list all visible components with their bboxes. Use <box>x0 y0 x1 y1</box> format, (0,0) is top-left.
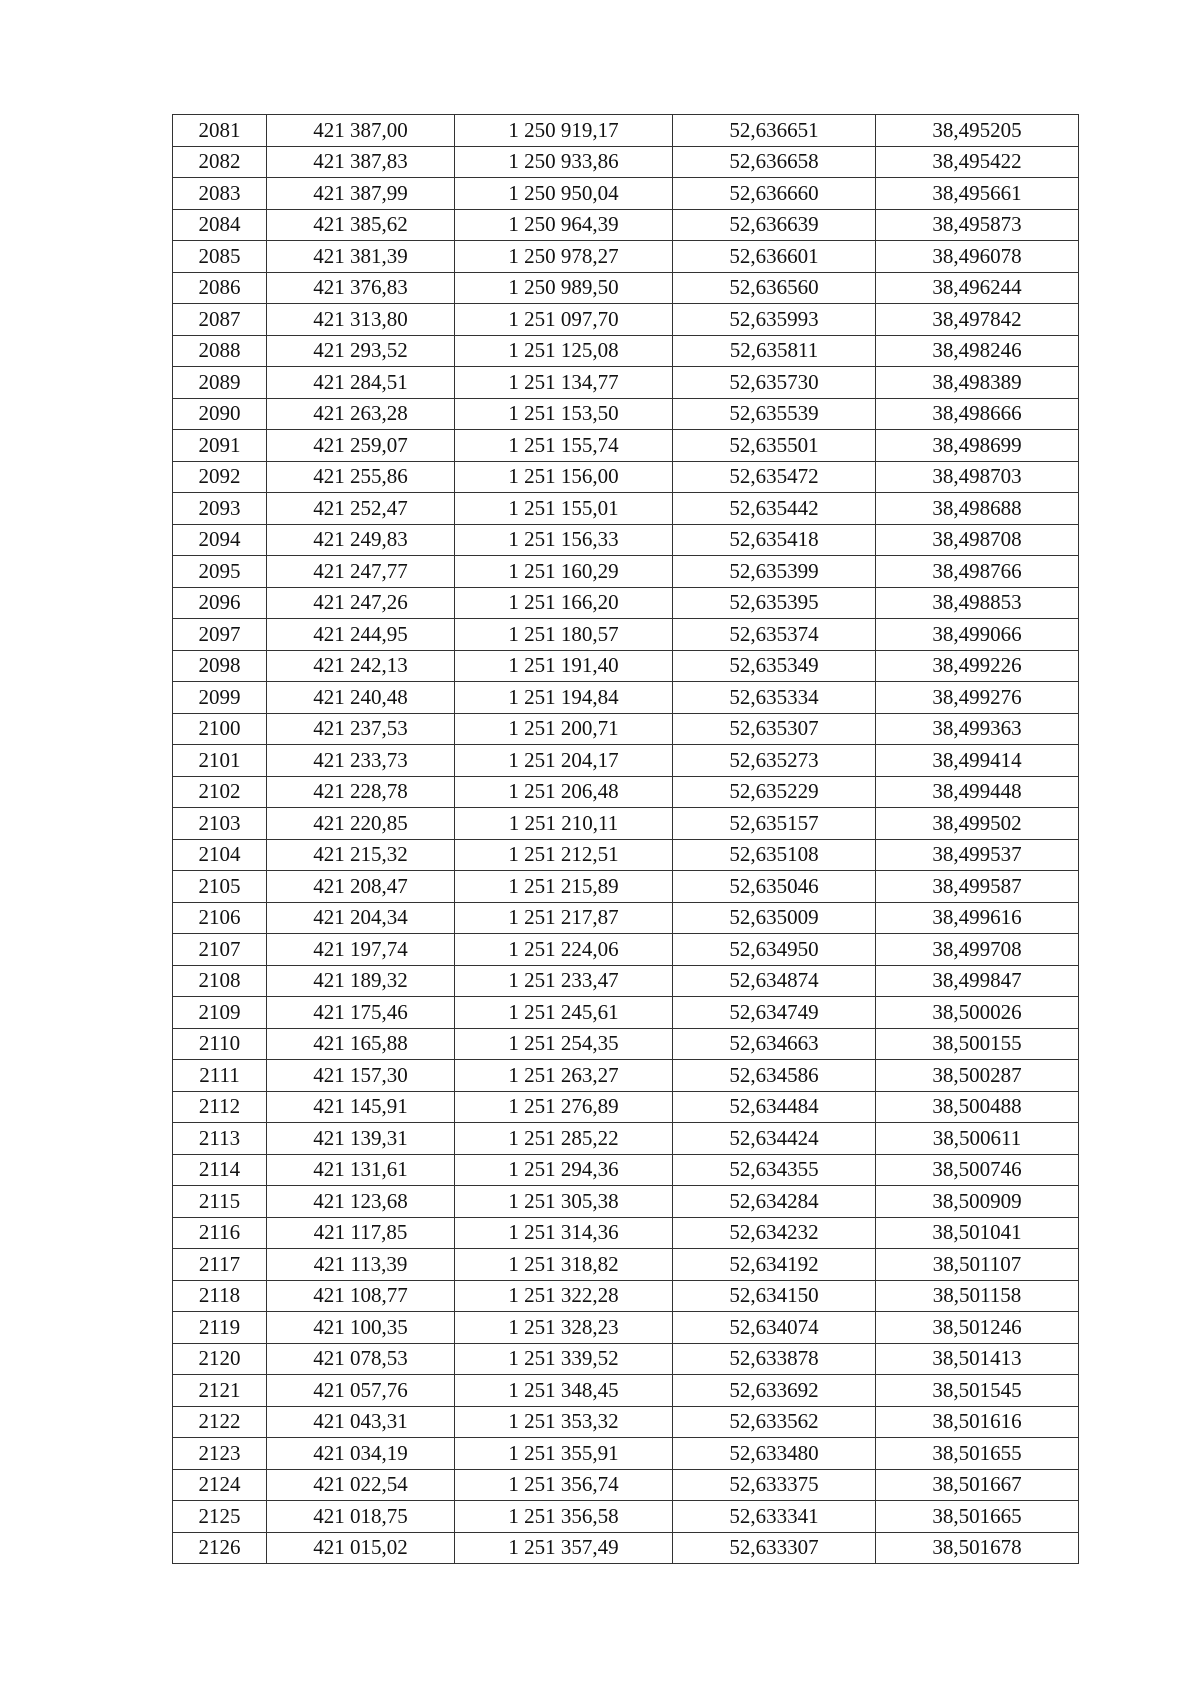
latitude-cell: 52,634284 <box>673 1186 876 1218</box>
longitude-cell: 38,498699 <box>876 430 1079 462</box>
y-coordinate-cell: 1 251 217,87 <box>455 902 673 934</box>
table-row <box>173 367 1079 399</box>
table-row <box>173 808 1079 840</box>
point-number-cell: 2115 <box>173 1186 267 1218</box>
table-row <box>173 209 1079 241</box>
longitude-cell: 38,501107 <box>876 1249 1079 1281</box>
x-coordinate-cell: 421 165,88 <box>267 1028 455 1060</box>
longitude-cell: 38,498389 <box>876 367 1079 399</box>
y-coordinate-cell: 1 251 357,49 <box>455 1532 673 1564</box>
table-row <box>173 241 1079 273</box>
y-coordinate-cell: 1 251 356,58 <box>455 1501 673 1533</box>
y-coordinate-cell: 1 251 294,36 <box>455 1154 673 1186</box>
table-row <box>173 1060 1079 1092</box>
table-row <box>173 1406 1079 1438</box>
table-row <box>173 461 1079 493</box>
latitude-cell: 52,635811 <box>673 335 876 367</box>
table-row <box>173 1186 1079 1218</box>
point-number-cell: 2098 <box>173 650 267 682</box>
point-number-cell: 2085 <box>173 241 267 273</box>
longitude-cell: 38,499363 <box>876 713 1079 745</box>
point-number-cell: 2094 <box>173 524 267 556</box>
table-row <box>173 776 1079 808</box>
table-row <box>173 524 1079 556</box>
latitude-cell: 52,635273 <box>673 745 876 777</box>
point-number-cell: 2081 <box>173 115 267 147</box>
y-coordinate-cell: 1 251 314,36 <box>455 1217 673 1249</box>
x-coordinate-cell: 421 175,46 <box>267 997 455 1029</box>
longitude-cell: 38,499616 <box>876 902 1079 934</box>
y-coordinate-cell: 1 251 155,74 <box>455 430 673 462</box>
latitude-cell: 52,635399 <box>673 556 876 588</box>
y-coordinate-cell: 1 251 160,29 <box>455 556 673 588</box>
x-coordinate-cell: 421 189,32 <box>267 965 455 997</box>
y-coordinate-cell: 1 251 155,01 <box>455 493 673 525</box>
x-coordinate-cell: 421 139,31 <box>267 1123 455 1155</box>
y-coordinate-cell: 1 251 224,06 <box>455 934 673 966</box>
latitude-cell: 52,634950 <box>673 934 876 966</box>
longitude-cell: 38,498708 <box>876 524 1079 556</box>
y-coordinate-cell: 1 251 339,52 <box>455 1343 673 1375</box>
longitude-cell: 38,501246 <box>876 1312 1079 1344</box>
point-number-cell: 2123 <box>173 1438 267 1470</box>
longitude-cell: 38,495422 <box>876 146 1079 178</box>
point-number-cell: 2091 <box>173 430 267 462</box>
y-coordinate-cell: 1 251 245,61 <box>455 997 673 1029</box>
y-coordinate-cell: 1 251 204,17 <box>455 745 673 777</box>
point-number-cell: 2126 <box>173 1532 267 1564</box>
longitude-cell: 38,497842 <box>876 304 1079 336</box>
latitude-cell: 52,634874 <box>673 965 876 997</box>
latitude-cell: 52,636601 <box>673 241 876 273</box>
latitude-cell: 52,634150 <box>673 1280 876 1312</box>
x-coordinate-cell: 421 313,80 <box>267 304 455 336</box>
y-coordinate-cell: 1 250 978,27 <box>455 241 673 273</box>
latitude-cell: 52,635046 <box>673 871 876 903</box>
x-coordinate-cell: 421 385,62 <box>267 209 455 241</box>
x-coordinate-cell: 421 078,53 <box>267 1343 455 1375</box>
y-coordinate-cell: 1 251 305,38 <box>455 1186 673 1218</box>
longitude-cell: 38,500155 <box>876 1028 1079 1060</box>
longitude-cell: 38,501655 <box>876 1438 1079 1470</box>
longitude-cell: 38,499708 <box>876 934 1079 966</box>
point-number-cell: 2109 <box>173 997 267 1029</box>
latitude-cell: 52,636639 <box>673 209 876 241</box>
table-row <box>173 272 1079 304</box>
point-number-cell: 2111 <box>173 1060 267 1092</box>
point-number-cell: 2121 <box>173 1375 267 1407</box>
table-row <box>173 1501 1079 1533</box>
point-number-cell: 2117 <box>173 1249 267 1281</box>
longitude-cell: 38,499276 <box>876 682 1079 714</box>
latitude-cell: 52,633375 <box>673 1469 876 1501</box>
latitude-cell: 52,635730 <box>673 367 876 399</box>
longitude-cell: 38,500488 <box>876 1091 1079 1123</box>
point-number-cell: 2108 <box>173 965 267 997</box>
longitude-cell: 38,501616 <box>876 1406 1079 1438</box>
x-coordinate-cell: 421 018,75 <box>267 1501 455 1533</box>
x-coordinate-cell: 421 387,00 <box>267 115 455 147</box>
x-coordinate-cell: 421 015,02 <box>267 1532 455 1564</box>
latitude-cell: 52,634663 <box>673 1028 876 1060</box>
latitude-cell: 52,635108 <box>673 839 876 871</box>
y-coordinate-cell: 1 251 348,45 <box>455 1375 673 1407</box>
latitude-cell: 52,634424 <box>673 1123 876 1155</box>
x-coordinate-cell: 421 123,68 <box>267 1186 455 1218</box>
latitude-cell: 52,635472 <box>673 461 876 493</box>
longitude-cell: 38,495661 <box>876 178 1079 210</box>
y-coordinate-cell: 1 251 206,48 <box>455 776 673 808</box>
y-coordinate-cell: 1 251 180,57 <box>455 619 673 651</box>
y-coordinate-cell: 1 251 276,89 <box>455 1091 673 1123</box>
x-coordinate-cell: 421 204,34 <box>267 902 455 934</box>
y-coordinate-cell: 1 251 318,82 <box>455 1249 673 1281</box>
latitude-cell: 52,635539 <box>673 398 876 430</box>
latitude-cell: 52,633562 <box>673 1406 876 1438</box>
longitude-cell: 38,496244 <box>876 272 1079 304</box>
latitude-cell: 52,633692 <box>673 1375 876 1407</box>
latitude-cell: 52,634749 <box>673 997 876 1029</box>
y-coordinate-cell: 1 250 989,50 <box>455 272 673 304</box>
x-coordinate-cell: 421 022,54 <box>267 1469 455 1501</box>
longitude-cell: 38,501158 <box>876 1280 1079 1312</box>
x-coordinate-cell: 421 157,30 <box>267 1060 455 1092</box>
y-coordinate-cell: 1 251 355,91 <box>455 1438 673 1470</box>
coordinates-table <box>172 114 1079 1564</box>
point-number-cell: 2102 <box>173 776 267 808</box>
table-row <box>173 1438 1079 1470</box>
latitude-cell: 52,635418 <box>673 524 876 556</box>
latitude-cell: 52,635009 <box>673 902 876 934</box>
longitude-cell: 38,499448 <box>876 776 1079 808</box>
longitude-cell: 38,498853 <box>876 587 1079 619</box>
table-row <box>173 178 1079 210</box>
point-number-cell: 2125 <box>173 1501 267 1533</box>
x-coordinate-cell: 421 255,86 <box>267 461 455 493</box>
point-number-cell: 2118 <box>173 1280 267 1312</box>
point-number-cell: 2093 <box>173 493 267 525</box>
longitude-cell: 38,495205 <box>876 115 1079 147</box>
x-coordinate-cell: 421 043,31 <box>267 1406 455 1438</box>
y-coordinate-cell: 1 251 233,47 <box>455 965 673 997</box>
x-coordinate-cell: 421 252,47 <box>267 493 455 525</box>
longitude-cell: 38,501665 <box>876 1501 1079 1533</box>
x-coordinate-cell: 421 387,83 <box>267 146 455 178</box>
latitude-cell: 52,635993 <box>673 304 876 336</box>
y-coordinate-cell: 1 251 210,11 <box>455 808 673 840</box>
latitude-cell: 52,633341 <box>673 1501 876 1533</box>
point-number-cell: 2114 <box>173 1154 267 1186</box>
point-number-cell: 2122 <box>173 1406 267 1438</box>
table-row <box>173 1028 1079 1060</box>
table-row <box>173 1375 1079 1407</box>
point-number-cell: 2088 <box>173 335 267 367</box>
table-row <box>173 745 1079 777</box>
table-row <box>173 1123 1079 1155</box>
table-row <box>173 1343 1079 1375</box>
longitude-cell: 38,496078 <box>876 241 1079 273</box>
point-number-cell: 2110 <box>173 1028 267 1060</box>
latitude-cell: 52,636651 <box>673 115 876 147</box>
table-row <box>173 997 1079 1029</box>
y-coordinate-cell: 1 251 125,08 <box>455 335 673 367</box>
longitude-cell: 38,501678 <box>876 1532 1079 1564</box>
y-coordinate-cell: 1 251 212,51 <box>455 839 673 871</box>
latitude-cell: 52,635442 <box>673 493 876 525</box>
x-coordinate-cell: 421 293,52 <box>267 335 455 367</box>
y-coordinate-cell: 1 251 353,32 <box>455 1406 673 1438</box>
y-coordinate-cell: 1 251 156,33 <box>455 524 673 556</box>
x-coordinate-cell: 421 242,13 <box>267 650 455 682</box>
x-coordinate-cell: 421 197,74 <box>267 934 455 966</box>
y-coordinate-cell: 1 251 356,74 <box>455 1469 673 1501</box>
point-number-cell: 2096 <box>173 587 267 619</box>
point-number-cell: 2120 <box>173 1343 267 1375</box>
point-number-cell: 2087 <box>173 304 267 336</box>
longitude-cell: 38,501545 <box>876 1375 1079 1407</box>
latitude-cell: 52,636560 <box>673 272 876 304</box>
latitude-cell: 52,634074 <box>673 1312 876 1344</box>
x-coordinate-cell: 421 228,78 <box>267 776 455 808</box>
y-coordinate-cell: 1 251 200,71 <box>455 713 673 745</box>
point-number-cell: 2086 <box>173 272 267 304</box>
latitude-cell: 52,634484 <box>673 1091 876 1123</box>
latitude-cell: 52,635229 <box>673 776 876 808</box>
longitude-cell: 38,499066 <box>876 619 1079 651</box>
table-row <box>173 115 1079 147</box>
latitude-cell: 52,635374 <box>673 619 876 651</box>
table-row <box>173 1091 1079 1123</box>
longitude-cell: 38,499226 <box>876 650 1079 682</box>
point-number-cell: 2112 <box>173 1091 267 1123</box>
longitude-cell: 38,498666 <box>876 398 1079 430</box>
table-row <box>173 556 1079 588</box>
latitude-cell: 52,636658 <box>673 146 876 178</box>
table-row <box>173 1469 1079 1501</box>
table-row <box>173 430 1079 462</box>
table-row <box>173 902 1079 934</box>
x-coordinate-cell: 421 057,76 <box>267 1375 455 1407</box>
x-coordinate-cell: 421 100,35 <box>267 1312 455 1344</box>
longitude-cell: 38,498246 <box>876 335 1079 367</box>
x-coordinate-cell: 421 117,85 <box>267 1217 455 1249</box>
latitude-cell: 52,633307 <box>673 1532 876 1564</box>
latitude-cell: 52,634586 <box>673 1060 876 1092</box>
y-coordinate-cell: 1 251 097,70 <box>455 304 673 336</box>
point-number-cell: 2103 <box>173 808 267 840</box>
longitude-cell: 38,498688 <box>876 493 1079 525</box>
x-coordinate-cell: 421 387,99 <box>267 178 455 210</box>
y-coordinate-cell: 1 250 933,86 <box>455 146 673 178</box>
table-row <box>173 493 1079 525</box>
longitude-cell: 38,498766 <box>876 556 1079 588</box>
x-coordinate-cell: 421 240,48 <box>267 682 455 714</box>
point-number-cell: 2089 <box>173 367 267 399</box>
longitude-cell: 38,501413 <box>876 1343 1079 1375</box>
point-number-cell: 2095 <box>173 556 267 588</box>
longitude-cell: 38,499587 <box>876 871 1079 903</box>
y-coordinate-cell: 1 251 263,27 <box>455 1060 673 1092</box>
x-coordinate-cell: 421 247,77 <box>267 556 455 588</box>
table-row <box>173 713 1079 745</box>
longitude-cell: 38,500611 <box>876 1123 1079 1155</box>
point-number-cell: 2101 <box>173 745 267 777</box>
x-coordinate-cell: 421 237,53 <box>267 713 455 745</box>
y-coordinate-cell: 1 251 285,22 <box>455 1123 673 1155</box>
latitude-cell: 52,633878 <box>673 1343 876 1375</box>
y-coordinate-cell: 1 250 950,04 <box>455 178 673 210</box>
table-row <box>173 871 1079 903</box>
x-coordinate-cell: 421 233,73 <box>267 745 455 777</box>
coordinates-table-body <box>173 115 1079 1564</box>
y-coordinate-cell: 1 251 215,89 <box>455 871 673 903</box>
latitude-cell: 52,634192 <box>673 1249 876 1281</box>
x-coordinate-cell: 421 381,39 <box>267 241 455 273</box>
latitude-cell: 52,634232 <box>673 1217 876 1249</box>
x-coordinate-cell: 421 220,85 <box>267 808 455 840</box>
x-coordinate-cell: 421 131,61 <box>267 1154 455 1186</box>
x-coordinate-cell: 421 284,51 <box>267 367 455 399</box>
longitude-cell: 38,500287 <box>876 1060 1079 1092</box>
table-row <box>173 619 1079 651</box>
x-coordinate-cell: 421 208,47 <box>267 871 455 903</box>
table-row <box>173 1249 1079 1281</box>
point-number-cell: 2084 <box>173 209 267 241</box>
table-row <box>173 1532 1079 1564</box>
y-coordinate-cell: 1 251 322,28 <box>455 1280 673 1312</box>
x-coordinate-cell: 421 108,77 <box>267 1280 455 1312</box>
table-row <box>173 335 1079 367</box>
longitude-cell: 38,500026 <box>876 997 1079 1029</box>
y-coordinate-cell: 1 251 254,35 <box>455 1028 673 1060</box>
table-row <box>173 934 1079 966</box>
point-number-cell: 2100 <box>173 713 267 745</box>
table-row <box>173 304 1079 336</box>
table-row <box>173 146 1079 178</box>
x-coordinate-cell: 421 034,19 <box>267 1438 455 1470</box>
x-coordinate-cell: 421 376,83 <box>267 272 455 304</box>
y-coordinate-cell: 1 251 191,40 <box>455 650 673 682</box>
table-row <box>173 965 1079 997</box>
x-coordinate-cell: 421 247,26 <box>267 587 455 619</box>
table-row <box>173 587 1079 619</box>
latitude-cell: 52,636660 <box>673 178 876 210</box>
table-row <box>173 682 1079 714</box>
x-coordinate-cell: 421 145,91 <box>267 1091 455 1123</box>
longitude-cell: 38,495873 <box>876 209 1079 241</box>
table-row <box>173 1154 1079 1186</box>
point-number-cell: 2107 <box>173 934 267 966</box>
point-number-cell: 2105 <box>173 871 267 903</box>
table-row <box>173 1280 1079 1312</box>
point-number-cell: 2119 <box>173 1312 267 1344</box>
point-number-cell: 2082 <box>173 146 267 178</box>
y-coordinate-cell: 1 250 919,17 <box>455 115 673 147</box>
y-coordinate-cell: 1 251 166,20 <box>455 587 673 619</box>
longitude-cell: 38,500909 <box>876 1186 1079 1218</box>
latitude-cell: 52,635334 <box>673 682 876 714</box>
longitude-cell: 38,499537 <box>876 839 1079 871</box>
latitude-cell: 52,635501 <box>673 430 876 462</box>
x-coordinate-cell: 421 259,07 <box>267 430 455 462</box>
point-number-cell: 2092 <box>173 461 267 493</box>
point-number-cell: 2090 <box>173 398 267 430</box>
y-coordinate-cell: 1 251 153,50 <box>455 398 673 430</box>
y-coordinate-cell: 1 251 328,23 <box>455 1312 673 1344</box>
longitude-cell: 38,499847 <box>876 965 1079 997</box>
x-coordinate-cell: 421 263,28 <box>267 398 455 430</box>
y-coordinate-cell: 1 251 194,84 <box>455 682 673 714</box>
point-number-cell: 2097 <box>173 619 267 651</box>
y-coordinate-cell: 1 251 134,77 <box>455 367 673 399</box>
x-coordinate-cell: 421 113,39 <box>267 1249 455 1281</box>
y-coordinate-cell: 1 250 964,39 <box>455 209 673 241</box>
latitude-cell: 52,635349 <box>673 650 876 682</box>
point-number-cell: 2113 <box>173 1123 267 1155</box>
longitude-cell: 38,498703 <box>876 461 1079 493</box>
x-coordinate-cell: 421 249,83 <box>267 524 455 556</box>
table-row <box>173 1312 1079 1344</box>
table-row <box>173 839 1079 871</box>
longitude-cell: 38,499414 <box>876 745 1079 777</box>
table-row <box>173 398 1079 430</box>
point-number-cell: 2083 <box>173 178 267 210</box>
x-coordinate-cell: 421 244,95 <box>267 619 455 651</box>
longitude-cell: 38,501041 <box>876 1217 1079 1249</box>
longitude-cell: 38,499502 <box>876 808 1079 840</box>
point-number-cell: 2124 <box>173 1469 267 1501</box>
point-number-cell: 2099 <box>173 682 267 714</box>
longitude-cell: 38,500746 <box>876 1154 1079 1186</box>
y-coordinate-cell: 1 251 156,00 <box>455 461 673 493</box>
latitude-cell: 52,633480 <box>673 1438 876 1470</box>
point-number-cell: 2104 <box>173 839 267 871</box>
latitude-cell: 52,634355 <box>673 1154 876 1186</box>
latitude-cell: 52,635157 <box>673 808 876 840</box>
longitude-cell: 38,501667 <box>876 1469 1079 1501</box>
table-row <box>173 1217 1079 1249</box>
latitude-cell: 52,635395 <box>673 587 876 619</box>
table-row <box>173 650 1079 682</box>
point-number-cell: 2116 <box>173 1217 267 1249</box>
latitude-cell: 52,635307 <box>673 713 876 745</box>
x-coordinate-cell: 421 215,32 <box>267 839 455 871</box>
point-number-cell: 2106 <box>173 902 267 934</box>
